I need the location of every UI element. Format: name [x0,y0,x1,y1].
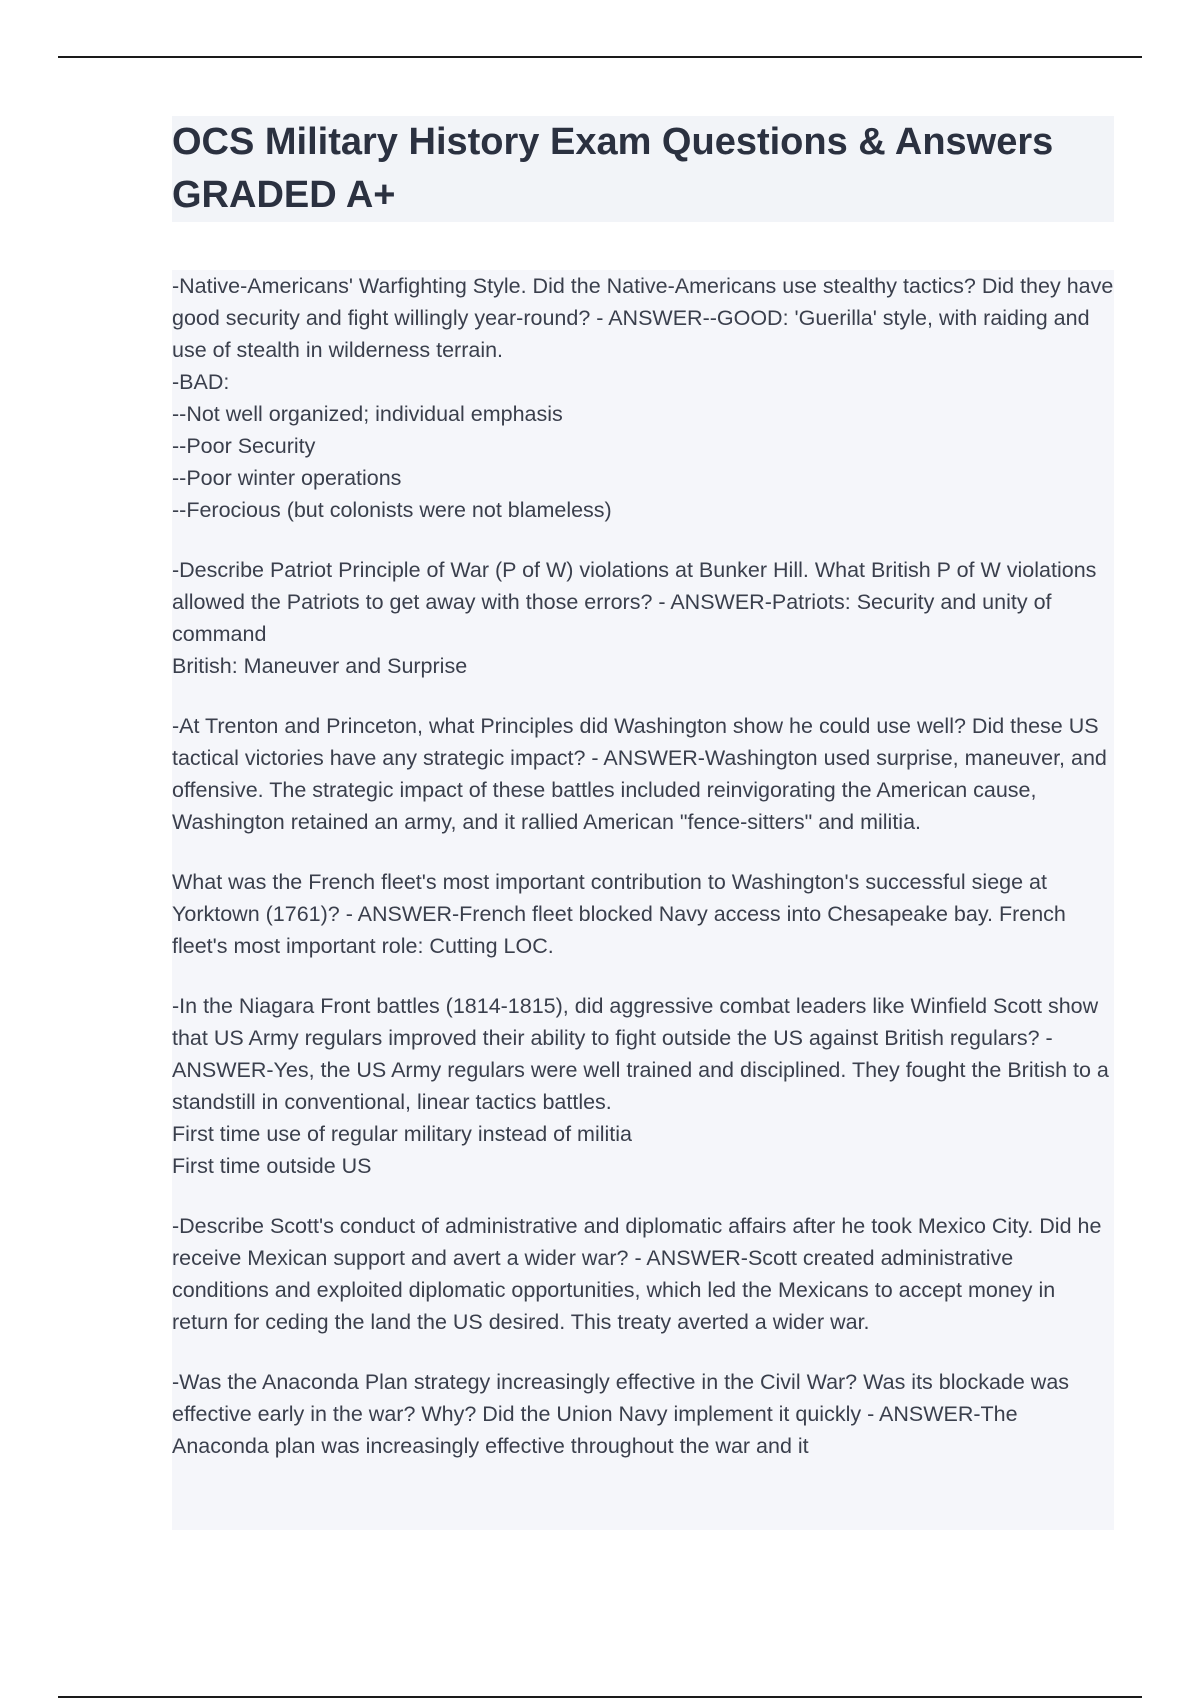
qa-entry-bunker-hill: -Describe Patriot Principle of War (P of W) violations at Bunker Hill. What British P of W violations allowed the Patriots to get away with those errors? - ANSWER-Patriots: Security and unity of command British: Maneuver and Surprise [172,558,1097,678]
qa-entry-yorktown: What was the French fleet's most important contribution to Washington's successful siege at Yorktown (1761)? - ANSWER-French fleet blocked Navy access into Chesapeake bay. French fleet's most important role: Cutting LOC. [172,870,1066,958]
qa-entry-niagara-front: -In the Niagara Front battles (1814-1815), did aggressive combat leaders like Winfield Scott show that US Army regulars improved their ability to fight outside the US against British regulars? - ANSWER-Yes, the US Army regulars were well trained and disciplined. They fought the British to a standstill in conventional, linear tactics battles. First time use of regular military instead of militia First time outside US [172,994,1109,1178]
top-rule [58,56,1142,58]
qa-entry-trenton-princeton: -At Trenton and Princeton, what Principles did Washington show he could use well? Did these US tactical victories have any strategic impact? - ANSWER-Washington used surprise, maneuver, and offensive. The strategic impact of these battles included reinvigorating the American cause, Washington retained an army, and it rallied American "fence-sitters" and militia. [172,714,1107,834]
qa-entry-native-americans: -Native-Americans' Warfighting Style. Did the Native-Americans use stealthy tactics? Did they have good security and fight willingly year-round? - ANSWER--GOOD: 'Guerilla' style, with raiding and use of stealth in wilderness terrain. -BAD: --Not well organized; individual emphasis --Poor Security --Poor winter operations --Ferocious (but colonists were not blameless) [172,274,1114,522]
document-title: OCS Military History Exam Questions & Answers GRADED A+ [172,121,1054,216]
document-body [172,270,1114,1530]
qa-entry-mexico-city: -Describe Scott's conduct of administrative and diplomatic affairs after he took Mexico City. Did he receive Mexican support and avert a wider war? - ANSWER-Scott created administrative conditions and exploited diplomatic opportunities, which led the Mexicans to accept money in return for ceding the land the US desired. This treaty averted a wider war. [172,1214,1102,1334]
bottom-rule [58,1696,1142,1698]
qa-entry-anaconda-plan: -Was the Anaconda Plan strategy increasingly effective in the Civil War? Was its blockade was effective early in the war? Why? Did the Union Navy implement it quickly - ANSWER-The Anaconda plan was increasingly effective throughout the war and it [172,1370,1070,1458]
title-block [172,116,1114,222]
